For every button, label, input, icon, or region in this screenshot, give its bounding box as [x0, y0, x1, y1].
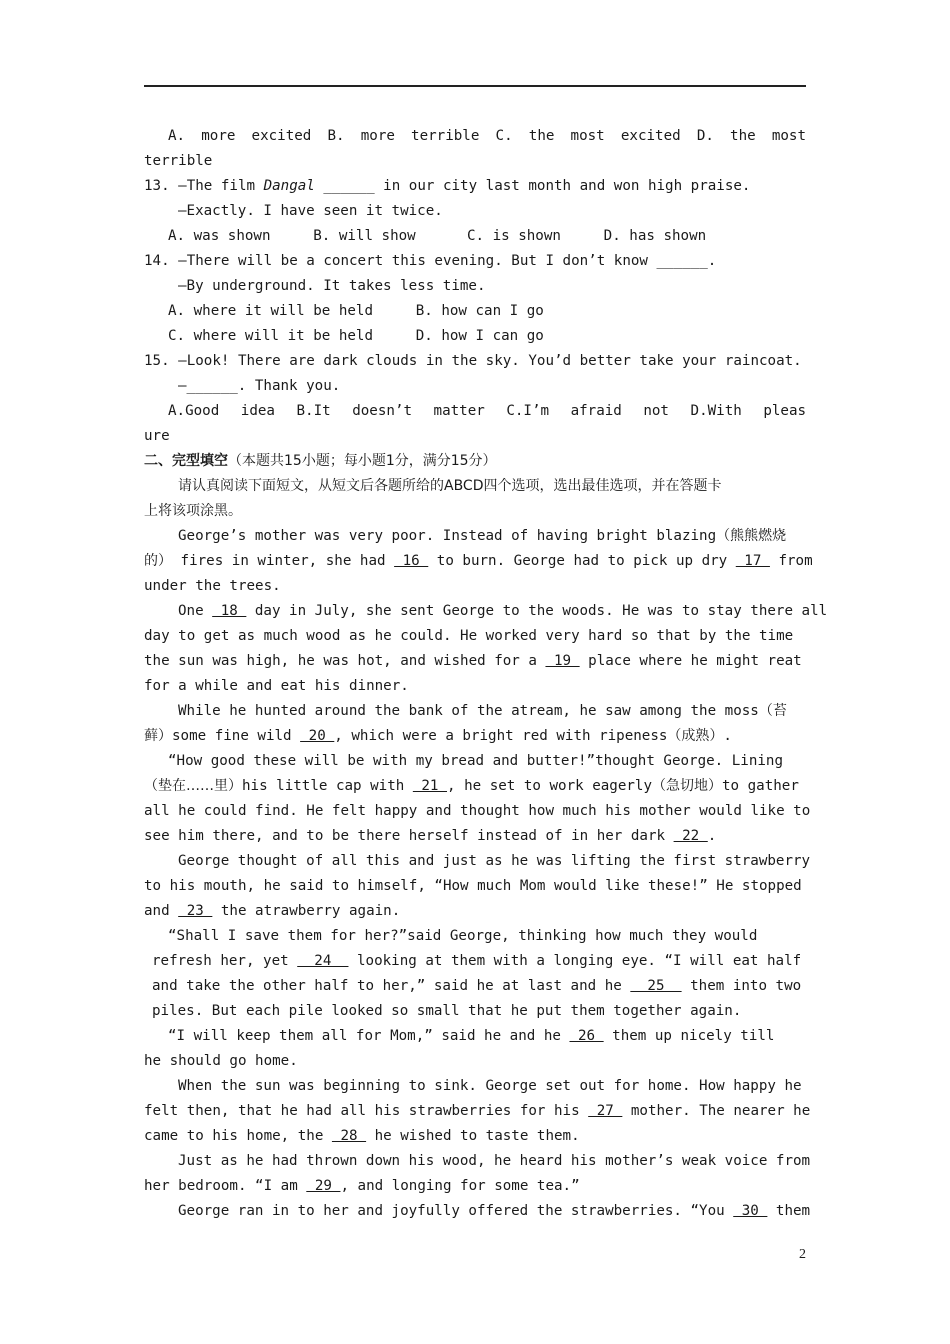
blank-23: 23	[178, 903, 213, 919]
passage-line: piles. But each pile looked so small that he put them together again.	[152, 1003, 742, 1019]
passage-line: 藓）some fine wild 20 , which were a bright red with ripeness（成熟）.	[144, 728, 732, 744]
passage-line: under the trees.	[144, 578, 281, 594]
q15-option-d: D.With pleas	[690, 403, 807, 419]
document-body	[144, 124, 828, 1224]
blank-21: 21	[412, 778, 448, 794]
q15-option-c: C.I’m afraid not	[506, 403, 669, 419]
q14-options-row2	[144, 324, 806, 349]
blank-24: 24	[297, 953, 349, 969]
passage-line: day to get as much wood as he could. He worked very hard so that by the time	[144, 628, 794, 644]
passage-line: all he could find. He felt happy and thought how much his mother would like to	[144, 803, 811, 819]
blank-30: 30	[733, 1203, 768, 1219]
q14-option-a: A. where it will be held	[168, 303, 373, 319]
blank-20: 20	[300, 728, 335, 744]
passage-line: George thought of all this and just as he was lifting the first strawberry	[178, 853, 811, 869]
blank-25: 25	[630, 978, 682, 994]
passage-line: “Shall I save them for her?”said George, thinking how much they would	[168, 928, 758, 944]
q12-option-d-continued: terrible	[144, 153, 213, 169]
q15-option-b: B.It doesn’t matter	[296, 403, 485, 419]
q12-option-b: B. more terrible	[327, 128, 480, 144]
passage-line: felt then, that he had all his strawberries for his 27 mother. The nearer he	[144, 1103, 811, 1119]
film-title: Dangal	[263, 178, 315, 194]
q12-option-a: A. more excited	[168, 128, 312, 144]
passage-line: One 18 day in July, she sent George to the woods. He was to stay there all	[178, 603, 828, 619]
passage-line: When the sun was beginning to sink. George set out for home. How happy he	[178, 1078, 802, 1094]
q12-option-d: D. the most	[696, 128, 807, 144]
passage-line: and take the other half to her,” said he at last and he 25 them into two	[152, 978, 802, 994]
q15-option-a: A.Good idea	[168, 403, 275, 419]
passage-line: （垫在……里）his little cap with 21 , he set to work eagerly（急切地）to gather	[144, 778, 799, 794]
passage-line: for a while and eat his dinner.	[144, 678, 409, 694]
q15-reply: —______. Thank you.	[178, 378, 341, 394]
q15-stem: 15. —Look! There are dark clouds in the sky. You’d better take your raincoat.	[144, 353, 802, 369]
q13-option-c: C. is shown	[466, 228, 561, 244]
passage-line: and 23 the atrawberry again.	[144, 903, 401, 919]
q14-reply: —By underground. It takes less time.	[178, 278, 486, 294]
q13-option-b: B. will show	[313, 228, 416, 244]
blank-16: 16	[394, 553, 429, 569]
q13-option-d: D. has shown	[603, 228, 707, 244]
q14-option-d: D. how I can go	[415, 328, 544, 344]
passage-line: George ran in to her and joyfully offered the strawberries. “You 30 them	[178, 1203, 811, 1219]
q14-option-b: B. how can I go	[415, 303, 544, 319]
section-heading	[144, 449, 806, 474]
q13-option-a: A. was shown	[168, 228, 271, 244]
blank-19: 19	[545, 653, 580, 669]
blank-27: 27	[588, 1103, 623, 1119]
passage-line: 的） fires in winter, she had 16 to burn. George had to pick up dry 17 from	[144, 553, 813, 569]
passage-line: “How good these will be with my bread and butter!”thought George. Lining	[168, 753, 783, 769]
q12-options	[144, 124, 806, 149]
passage-line: came to his home, the 28 he wished to taste them.	[144, 1128, 580, 1144]
q13-stem: 13. —The film Dangal ______ in our city last month and won high praise.	[144, 178, 751, 194]
passage-line: to his mouth, he said to himself, “How much Mom would like these!” He stopped	[144, 878, 802, 894]
passage-line: he should go home.	[144, 1053, 298, 1069]
q14-stem: 14. —There will be a concert this evening. But I don’t know ______.	[144, 253, 717, 269]
passage-line: see him there, and to be there herself instead of in her dark 22 .	[144, 828, 717, 844]
q14-options-row1	[144, 299, 806, 324]
passage-line: refresh her, yet 24 looking at them with a longing eye. “I will eat half	[152, 953, 802, 969]
blank-22: 22	[673, 828, 708, 844]
section-note: （本题共15小题；每小题1分，满分15分）	[228, 453, 497, 469]
q13-reply: —Exactly. I have seen it twice.	[178, 203, 443, 219]
blank-28: 28	[331, 1128, 367, 1144]
section-title: 二、完型填空	[144, 453, 228, 469]
passage-line: George’s mother was very poor. Instead of having bright blazing（熊熊燃烧	[178, 528, 787, 544]
passage-line: Just as he had thrown down his wood, he heard his mother’s weak voice from	[178, 1153, 811, 1169]
blank-17: 17	[735, 553, 770, 569]
blank-26: 26	[569, 1028, 604, 1044]
q14-option-c: C. where will it be held	[168, 328, 373, 344]
q13-options	[144, 224, 806, 249]
blank-18: 18	[212, 603, 247, 619]
blank-29: 29	[306, 1178, 341, 1194]
passage-line: “I will keep them all for Mom,” said he and he 26 them up nicely till	[168, 1028, 775, 1044]
page-number: 2	[799, 1247, 806, 1262]
passage-line: the sun was high, he was hot, and wished for a 19 place where he might reat	[144, 653, 802, 669]
passage-line: While he hunted around the bank of the atream, he saw among the moss（苔	[178, 703, 787, 719]
q15-option-d-continued: ure	[144, 428, 170, 444]
passage-line: her bedroom. “I am 29 , and longing for some tea.”	[144, 1178, 580, 1194]
q15-options	[144, 399, 806, 424]
header-rule	[144, 85, 806, 87]
section-instructions-1: 请认真阅读下面短文，从短文后各题所给的ABCD四个选项，选出最佳选项，并在答题卡	[178, 478, 722, 494]
section-instructions-2: 上将该项涂黑。	[144, 503, 242, 519]
q12-option-c: C. the most excited	[495, 128, 681, 144]
